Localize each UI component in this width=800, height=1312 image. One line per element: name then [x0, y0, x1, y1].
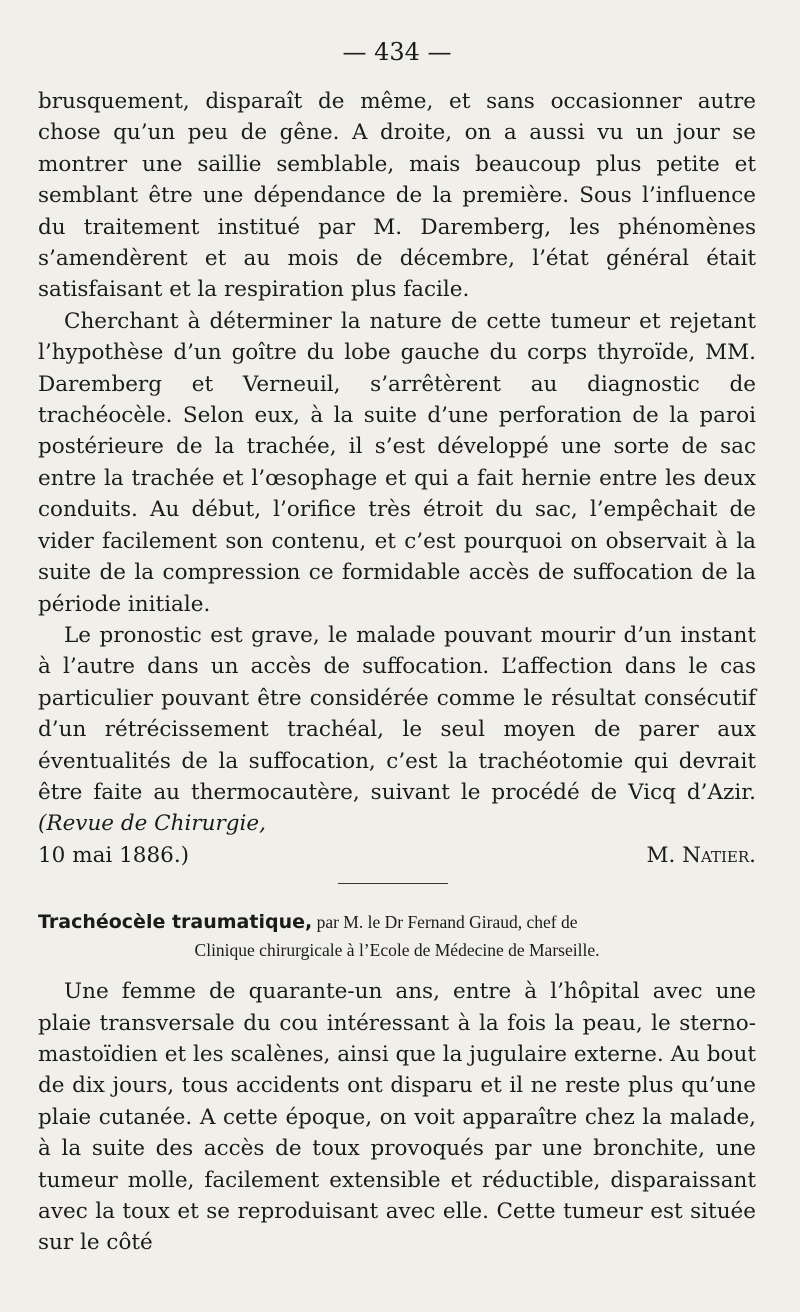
- paragraph-diagnosis: Cherchant à déterminer la nature de cette tumeur et rejetant l’hypothèse d’un goître du lobe gauche du corps thyroïde, MM. Daremberg et Verneuil, s’arrêtèrent au diagnostic de trachéocèle. Selon eux, à la suite d’une perforation de la paroi postérieure de la trachée, il s’est développé une sorte de sac entre la trachée et l’œsophage et qui a fait hernie entre les deux conduits. Au début, l’orifice très étroit du sac, l’empêchait de vider facilement son contenu, et c’est pourquoi on observait à la suite de la compression ce formidable accès de suffocation de la période initiale.: [38, 308, 756, 617]
- article-byline-affiliation: Clinique chirurgicale à l’Ecole de Médecine de Marseille.: [194, 940, 600, 961]
- article-heading: [38, 908, 756, 964]
- signoff-line: [38, 840, 756, 871]
- section-divider: [338, 883, 448, 884]
- article-title: Trachéocèle traumatique,: [38, 911, 313, 934]
- page-number: — 434 —: [342, 38, 452, 66]
- author: M. Natier.: [646, 842, 756, 868]
- citation: (Revue de Chirurgie,: [38, 811, 266, 837]
- prognosis-text: Le pronostic est grave, le malade pouvant mourir d’un instant à l’autre dans un accès de suffocation. L’affection dans le cas particulier pouvant être considérée comme le résultat consécutif d’un rétrécissement trachéal, le seul moyen de parer aux éventualités de la suffocation, c’est la trachéotomie qui devrait être faite au thermocautère, suivant le procédé de Vicq d’Azir.: [38, 622, 756, 805]
- article-byline: par M. le Dr Fernand Giraud, chef de: [316, 912, 578, 933]
- paragraph-prognosis: [38, 620, 756, 840]
- article-paragraph: Une femme de quarante-un ans, entre à l’hôpital avec une plaie transversale du cou intéressant à la fois la peau, le sterno-mastoïdien et les scalènes, ainsi que la jugulaire externe. Au bout de dix jours, tous accidents ont disparu et il ne reste plus qu’une plaie cutanée. A cette époque, on voit apparaître chez la malade, à la suite des accès de toux provoqués par une bronchite, une tumeur molle, facilement extensible et réductible, disparaissant avec la toux et se reproduisant avec elle. Cette tumeur est située sur le côté: [38, 979, 756, 1256]
- paragraph-continuation: brusquement, disparaît de même, et sans occasionner autre chose qu’un peu de gêne. A droite, on a aussi vu un jour se montrer une saillie semblable, mais beaucoup plus petite et semblant être une dépendance de la première. Sous l’influence du traitement institué par M. Daremberg, les phénomènes s’amendèrent et au mois de décembre, l’état général était satisfaisant et la respiration plus facile.: [38, 89, 756, 303]
- date: 10 mai 1886.): [38, 842, 190, 868]
- article-body: [38, 976, 756, 1259]
- body-text: [38, 86, 756, 871]
